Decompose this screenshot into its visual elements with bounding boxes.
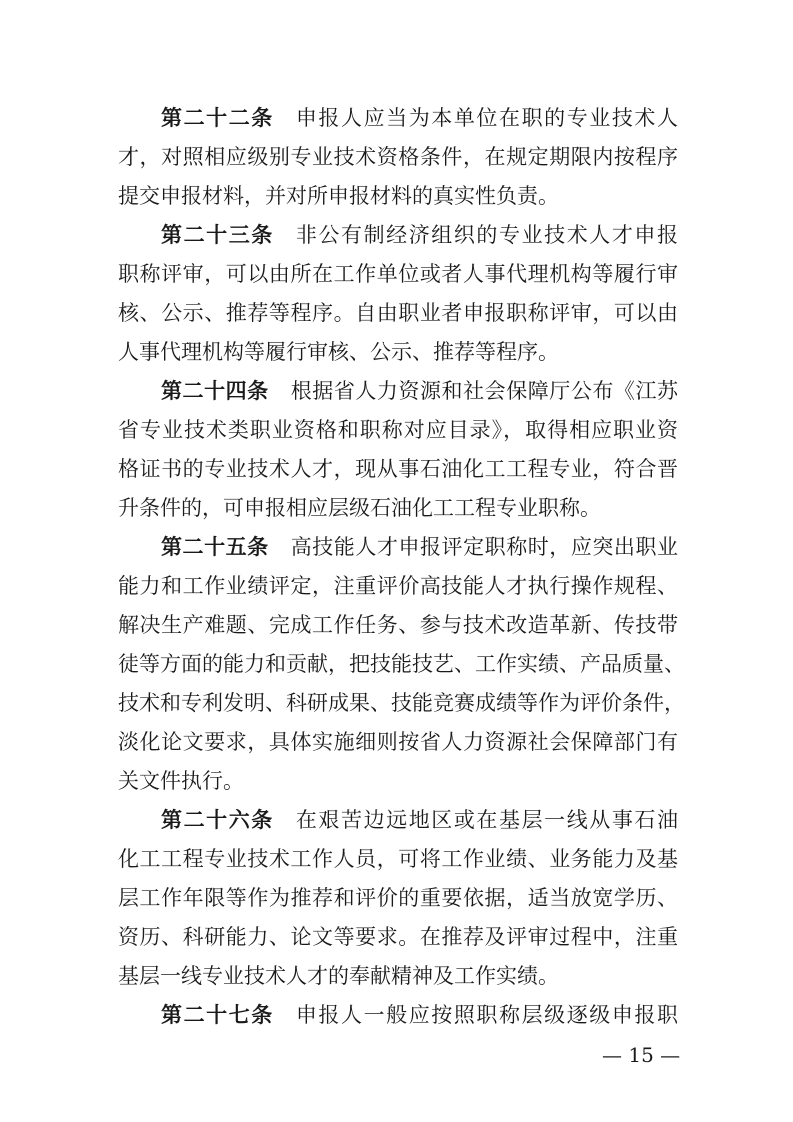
body-line: 职称评审，可以由所在工作单位或者人事代理机构等履行审	[118, 262, 678, 286]
body-line: 关文件执行。	[118, 769, 244, 793]
article-26-line-1	[161, 800, 678, 840]
body-line: 格证书的专业技术人才，现从事石油化工工程专业，符合晋	[118, 457, 678, 481]
body-line: 省专业技术类职业资格和职称对应目录》，取得相应职业资	[118, 418, 678, 442]
body-text: 非公有制经济组织的专业技术人才申报	[295, 223, 679, 247]
body-line: 层工作年限等作为推荐和评价的重要依据，适当放宽学历、	[118, 886, 678, 910]
article-heading: 第二十四条	[161, 379, 269, 403]
article-heading: 第二十七条	[161, 1003, 274, 1027]
article-22-line-1	[161, 98, 678, 138]
article-25-line-1	[161, 527, 678, 567]
article-23-line-1	[161, 215, 678, 255]
body-text: 申报人应当为本单位在职的专业技术人	[295, 106, 679, 130]
body-line: 核、公示、推荐等程序。自由职业者申报职称评审，可以由	[118, 301, 678, 325]
body-line: 淡化论文要求，具体实施细则按省人力资源社会保障部门有	[118, 730, 678, 754]
body-line: 徒等方面的能力和贡献，把技能技艺、工作实绩、产品质量、	[118, 652, 685, 676]
body-line: 提交申报材料，并对所申报材料的真实性负责。	[118, 184, 559, 208]
body-text: 根据省人力资源和社会保障厅公布《江苏	[290, 379, 679, 403]
article-heading: 第二十六条	[161, 808, 274, 832]
article-heading: 第二十五条	[161, 535, 269, 559]
body-text: 在艰苦边远地区或在基层一线从事石油	[295, 808, 679, 832]
body-text: 申报人一般应按照职称层级逐级申报职	[295, 1003, 679, 1027]
article-heading: 第二十三条	[161, 223, 274, 247]
body-line: 人事代理机构等履行审核、公示、推荐等程序。	[118, 340, 559, 364]
body-line: 资历、科研能力、论文等要求。在推荐及评审过程中，注重	[118, 925, 678, 949]
body-line: 技术和专利发明、科研成果、技能竞赛成绩等作为评价条件，	[118, 691, 685, 715]
article-24-line-1	[161, 371, 678, 411]
body-text: 高技能人才申报评定职称时，应突出职业	[290, 535, 679, 559]
article-heading: 第二十二条	[161, 106, 274, 130]
body-line: 基层一线专业技术人才的奉献精神及工作实绩。	[118, 964, 559, 988]
body-line: 化工工程专业技术工作人员，可将工作业绩、业务能力及基	[118, 847, 678, 871]
body-line: 才，对照相应级别专业技术资格条件，在规定期限内按程序	[118, 145, 678, 169]
body-line: 能力和工作业绩评定，注重评价高技能人才执行操作规程、	[118, 574, 678, 598]
body-line: 解决生产难题、完成工作任务、参与技术改造革新、传技带	[118, 613, 678, 637]
page-number: — 15 —	[602, 1043, 681, 1067]
body-line: 升条件的，可申报相应层级石油化工工程专业职称。	[118, 496, 601, 520]
article-27-line-1	[161, 995, 678, 1035]
